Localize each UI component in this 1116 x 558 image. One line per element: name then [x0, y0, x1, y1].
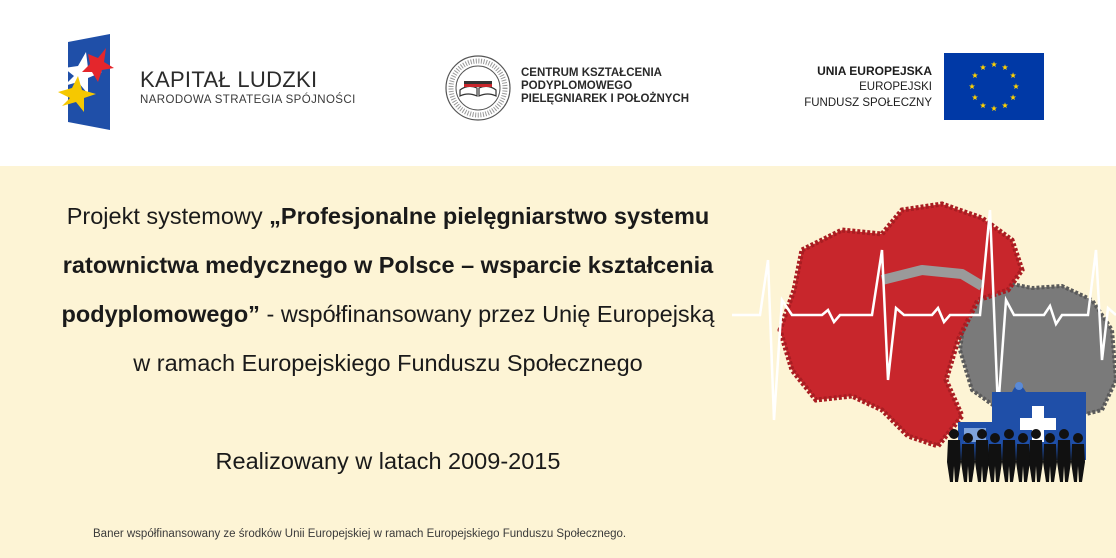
cofinancing-text: - współfinansowany przez Unię Europejską: [259, 301, 715, 327]
person-head-icon: [963, 433, 973, 443]
ckppip-name: [521, 67, 689, 106]
person-body-icon: [975, 440, 989, 482]
ckppip-seal-icon: [444, 54, 512, 122]
medical-illustration: [732, 190, 1116, 490]
eu-fund-line2: FUNDUSZ SPOŁECZNY: [804, 97, 932, 109]
person-head-icon: [1031, 429, 1041, 439]
project-description: [18, 192, 758, 388]
ckppip-line1: CENTRUM KSZTAŁCENIA: [521, 67, 662, 79]
eu-fund-line1: EUROPEJSKI: [859, 81, 932, 93]
person-head-icon: [1018, 433, 1028, 443]
person-body-icon: [1029, 440, 1043, 482]
logo-header: [0, 0, 1116, 166]
person-body-icon: [1043, 444, 1057, 482]
person-head-icon: [990, 433, 1000, 443]
person-head-icon: [1059, 429, 1069, 439]
person-head-icon: [1073, 433, 1083, 443]
person-body-icon: [1057, 440, 1071, 482]
ckppip-line3: PIELĘGNIAREK I POŁOŻNYCH: [521, 93, 690, 105]
person-body-icon: [947, 440, 961, 482]
eu-title: UNIA EUROPEJSKA: [817, 64, 932, 78]
person-body-icon: [1071, 444, 1085, 482]
ckppip-line2: PODYPLOMOWEGO: [521, 80, 633, 92]
kapital-ludzki-subtitle: NARODOWA STRATEGIA SPÓJNOŚCI: [140, 94, 356, 106]
description-line-1: [18, 192, 758, 241]
project-years: Realizowany w latach 2009-2015: [215, 448, 561, 474]
kapital-ludzki-title: KAPITAŁ LUDZKI: [140, 67, 318, 92]
description-line-4: w ramach Europejskiego Funduszu Społecznego: [133, 350, 643, 376]
person-head-icon: [949, 429, 959, 439]
description-prefix: Projekt systemowy: [66, 203, 270, 229]
description-line-3: [18, 290, 758, 339]
person-head-icon: [977, 429, 987, 439]
project-title-part2: ratownictwa medycznego w Polsce – wsparcie kształcenia: [62, 252, 714, 278]
person-head-icon: [1004, 429, 1014, 439]
eu-flag-icon: [944, 53, 1044, 120]
project-title-part1: „Profesjonalne pielęgniarstwo systemu: [269, 203, 710, 229]
person-body-icon: [1016, 444, 1030, 482]
footer-note: Baner współfinansowany ze środków Unii Europejskiej w ramach Europejskiego Funduszu Społecznego.: [93, 528, 627, 540]
kapital-ludzki-logo-icon: [58, 34, 118, 130]
person-body-icon: [988, 444, 1002, 482]
person-body-icon: [961, 444, 975, 482]
description-line-2: [18, 241, 758, 290]
person-body-icon: [1002, 440, 1016, 482]
person-head-icon: [1045, 433, 1055, 443]
project-title-part3: podyplomowego”: [61, 301, 260, 327]
